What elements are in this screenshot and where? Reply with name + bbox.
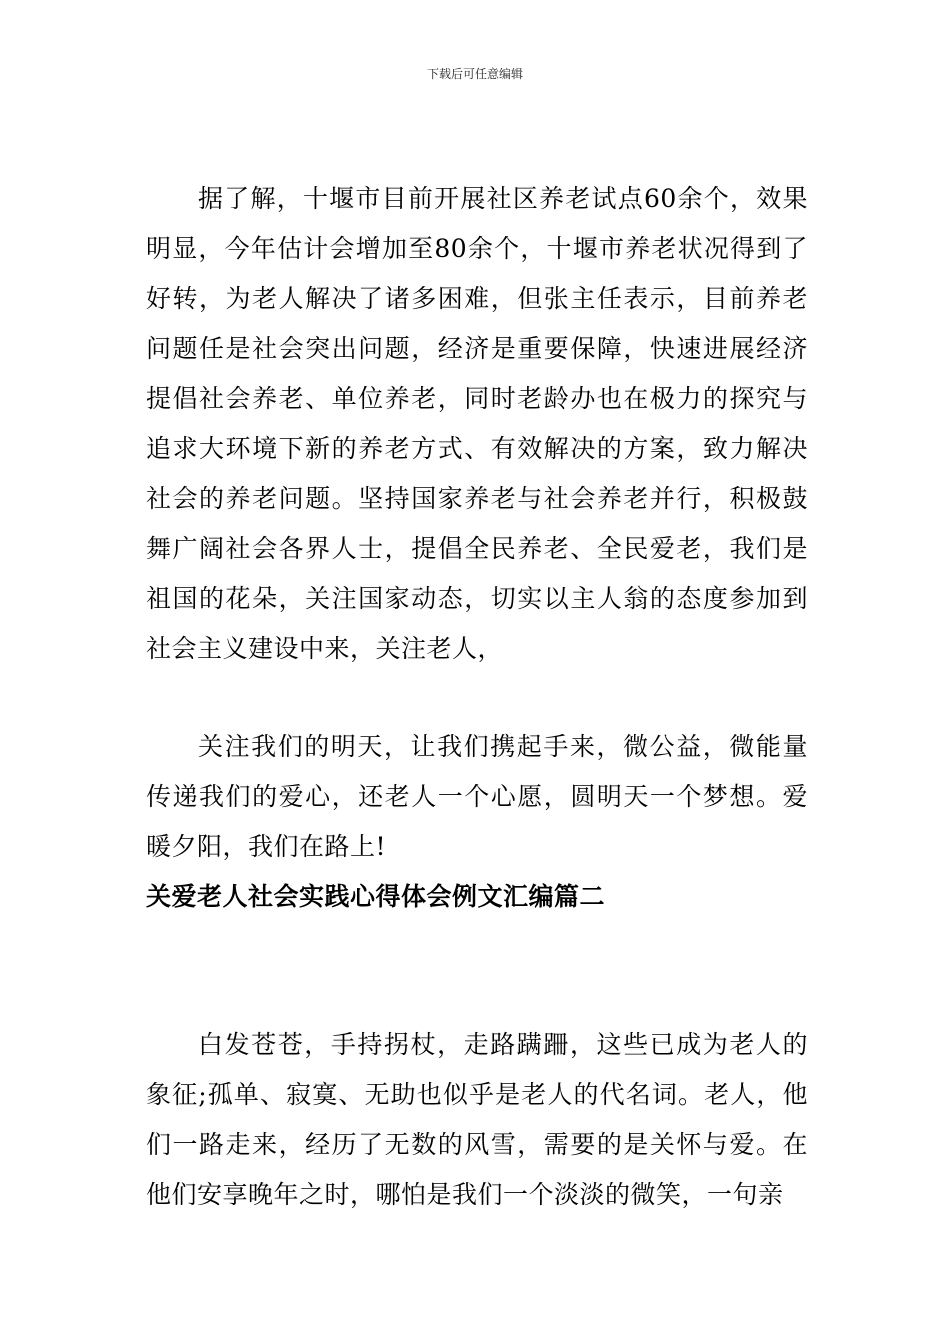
page-header: 下载后可任意编辑 — [426, 67, 523, 81]
paragraph-1: 据了解，十堰市目前开展社区养老试点60余个，效果明显，今年估计会增加至80余个，十堰市养老状况得到了好转，为老人解决了诸多困难，但张主任表示，目前养老问题任是社会突出问题，经济是重要保障，快速进展经济提倡社会养老、单位养老，同时老龄办也在极力的探究与追求大环境下新的养老方式、有效解决的方案，致力解决社会的养老问题。坚持国家养老与社会养老并行，积极鼓舞广阔社会各界人士，提倡全民养老、全民爱老，我们是祖国的花朵，关注国家动态，切实以主人翁的态度参加到社会主义建设中来，关注老人， — [146, 184, 808, 663]
section-heading: 关爱老人社会实践心得体会例文汇编篇二 — [146, 882, 606, 911]
paragraph-2: 关注我们的明天，让我们携起手来，微公益，微能量传递我们的爱心，还老人一个心愿，圆明天一个梦想。爱暖夕阳，我们在路上! — [146, 732, 808, 861]
paragraph-3: 白发苍苍，手持拐杖，走路蹒跚，这些已成为老人的象征;孤单、寂寞、无助也似乎是老人的代名词。老人，他们一路走来，经历了无数的风雪，需要的是关怀与爱。在他们安享晚年之时，哪怕是我们一个淡淡的微笑，一句亲 — [146, 1030, 808, 1209]
